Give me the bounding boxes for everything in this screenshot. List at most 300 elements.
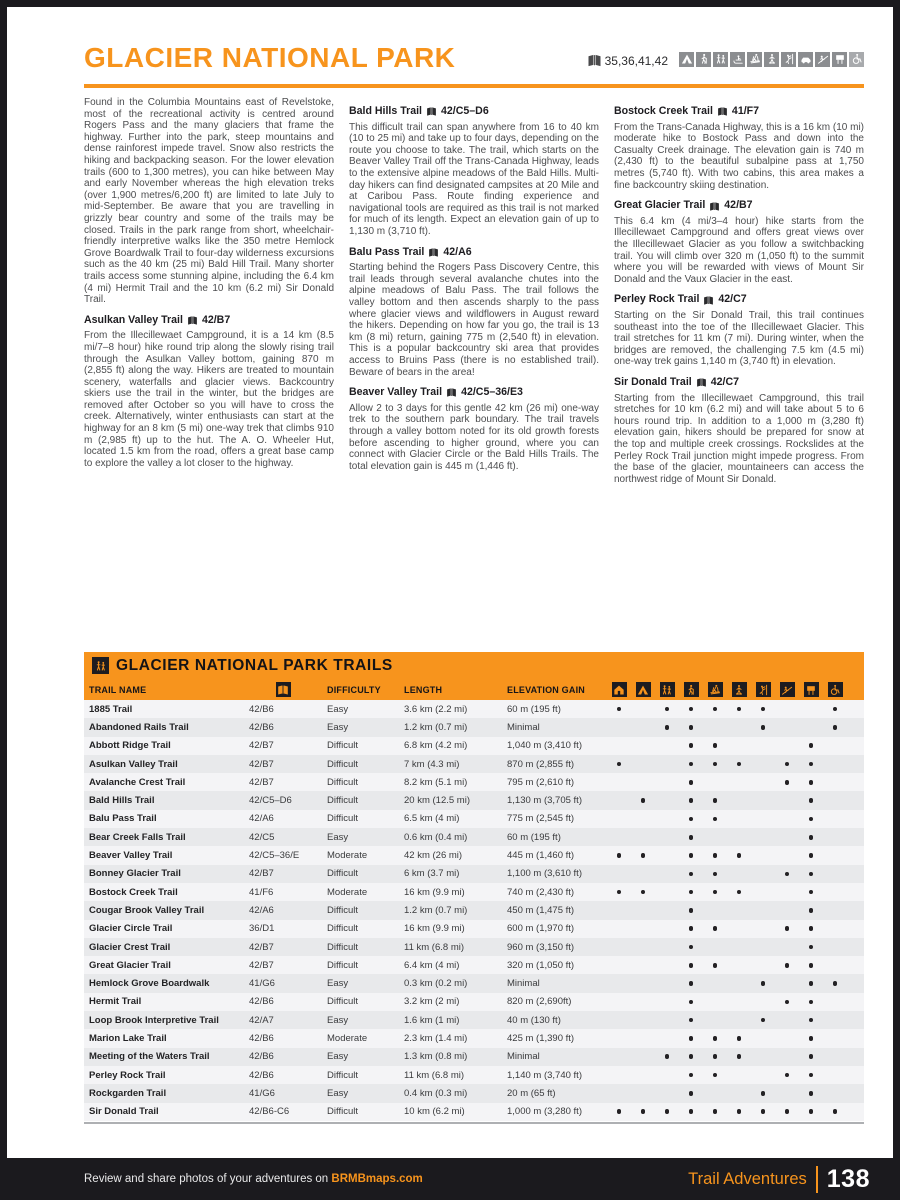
activity-dot — [713, 762, 718, 767]
map-ref-cell: 42/A7 — [244, 1011, 322, 1029]
activity-dot — [809, 981, 814, 986]
trail-description: This 6.4 km (4 mi/3–4 hour) hike starts from the Illecillewaet Campground and offers great views over the Illecillewaet Glacier as you follow a switchbacking trail. You will climb over 320 m (1,050 ft) to the summit where you will be rewarded with views of Mount Sir Donald and the Vaux Glacier in the east. — [614, 215, 864, 285]
activity-icons — [677, 52, 864, 71]
length-cell: 1.3 km (0.8 mi) — [399, 1048, 502, 1066]
trail-name-cell: Meeting of the Waters Trail — [84, 1048, 244, 1066]
filler-cell — [847, 883, 864, 901]
trail-name-cell: Marion Lake Trail — [84, 1029, 244, 1047]
activity-cell-wheelchair — [823, 773, 847, 791]
trail-description: From the Trans-Canada Highway, this is a 16 km (10 mi) moderate hike to Bostock Pass and down into the Casualty Creek drainage. The elevation gain is 740 m (2,430 ft) to the beautiful subalpine pass at 1,750 metres (5,740 ft). With two cabins, this area makes a fine backcountry skiing destination. — [614, 121, 864, 191]
activity-cell-signpost — [799, 883, 823, 901]
trail-heading-name: Great Glacier Trail — [614, 199, 706, 212]
activity-dot — [689, 945, 694, 950]
activity-cell-mountaineer — [775, 993, 799, 1011]
filler-cell — [847, 1011, 864, 1029]
activity-cell-snowshoer — [727, 920, 751, 938]
activity-cell-mountaineer — [775, 755, 799, 773]
activity-cell-mountaineer — [775, 828, 799, 846]
activity-dot — [809, 1073, 814, 1078]
activity-dot — [809, 1054, 814, 1059]
sled-icon — [730, 52, 745, 67]
activity-cell-climber — [751, 901, 775, 919]
activity-dot — [761, 1091, 766, 1096]
activity-cell-hiker — [679, 828, 703, 846]
difficulty-cell: Difficult — [322, 737, 399, 755]
filler-cell — [847, 791, 864, 809]
activity-cell-signpost — [799, 773, 823, 791]
activity-dot — [689, 743, 694, 748]
activity-cell-snowshoer — [727, 865, 751, 883]
activity-cell-tent — [631, 1029, 655, 1047]
activity-cell-wheelchair — [823, 974, 847, 992]
length-cell: 6.8 km (4.2 mi) — [399, 737, 502, 755]
activity-dot — [809, 1000, 814, 1005]
activity-cell-climber — [751, 974, 775, 992]
length-cell: 0.4 km (0.3 mi) — [399, 1084, 502, 1102]
difficulty-cell: Easy — [322, 828, 399, 846]
snowshoer-icon — [764, 52, 779, 67]
activity-cell-signpost — [799, 1084, 823, 1102]
length-cell: 10 km (6.2 mi) — [399, 1103, 502, 1121]
activity-cell-climber — [751, 865, 775, 883]
activity-cell-snowshoer — [727, 883, 751, 901]
activity-cell-mountaineer — [775, 920, 799, 938]
table-row — [84, 810, 864, 828]
activity-dot — [689, 762, 694, 767]
difficulty-cell: Easy — [322, 1084, 399, 1102]
activity-cell-hut — [607, 883, 631, 901]
col-header-activity — [703, 679, 727, 700]
map-icon — [276, 682, 291, 697]
activity-cell-signpost — [799, 791, 823, 809]
activity-cell-signpost — [799, 938, 823, 956]
activity-cell-skier — [703, 773, 727, 791]
length-cell: 11 km (6.8 mi) — [399, 1066, 502, 1084]
activity-cell-snowshoer — [727, 938, 751, 956]
map-ref-cell: 41/F6 — [244, 883, 322, 901]
filler-cell — [847, 938, 864, 956]
length-cell: 1.2 km (0.7 mi) — [399, 718, 502, 736]
trail-name-cell: Sir Donald Trail — [84, 1103, 244, 1121]
map-book-icon — [187, 315, 198, 326]
activity-cell-wheelchair — [823, 1103, 847, 1121]
activity-cell-tent — [631, 993, 655, 1011]
page-title: GLACIER NATIONAL PARK — [84, 42, 456, 73]
activity-dot — [713, 743, 718, 748]
activity-dot — [809, 743, 814, 748]
trail-heading-name: Balu Pass Trail — [349, 245, 425, 258]
activity-cell-hikers — [655, 901, 679, 919]
table-row — [84, 1066, 864, 1084]
activity-cell-hiker — [679, 920, 703, 938]
climber-icon — [781, 52, 796, 67]
activity-cell-tent — [631, 974, 655, 992]
map-book-icon — [428, 247, 439, 258]
col-header-activity — [655, 679, 679, 700]
difficulty-cell: Difficult — [322, 1066, 399, 1084]
activity-cell-hiker — [679, 773, 703, 791]
elevation-cell: Minimal — [502, 718, 607, 736]
footer-divider — [816, 1166, 818, 1193]
activity-cell-climber — [751, 956, 775, 974]
activity-cell-signpost — [799, 737, 823, 755]
length-cell: 20 km (12.5 mi) — [399, 791, 502, 809]
activity-dot — [689, 853, 694, 858]
activity-cell-wheelchair — [823, 755, 847, 773]
activity-cell-signpost — [799, 901, 823, 919]
activity-dot — [809, 1091, 814, 1096]
signpost-icon — [832, 52, 847, 67]
activity-cell-tent — [631, 956, 655, 974]
activity-cell-climber — [751, 920, 775, 938]
activity-cell-tent — [631, 883, 655, 901]
length-cell: 0.6 km (0.4 mi) — [399, 828, 502, 846]
activity-cell-hikers — [655, 974, 679, 992]
filler-cell — [847, 865, 864, 883]
trail-name-cell: Asulkan Valley Trail — [84, 755, 244, 773]
activity-cell-wheelchair — [823, 1029, 847, 1047]
col-header-activity — [607, 679, 631, 700]
table-bottom-rule — [84, 1122, 864, 1124]
filler-cell — [847, 737, 864, 755]
activity-dot — [809, 835, 814, 840]
activity-cell-mountaineer — [775, 810, 799, 828]
table-row — [84, 1029, 864, 1047]
activity-dot — [665, 725, 670, 730]
activity-dot — [833, 707, 838, 712]
activity-dot — [809, 762, 814, 767]
difficulty-cell: Difficult — [322, 791, 399, 809]
map-ref-cell: 42/C5 — [244, 828, 322, 846]
activity-cell-hut — [607, 810, 631, 828]
activity-dot — [665, 707, 670, 712]
hikers-icon — [713, 52, 728, 67]
map-ref-cell: 41/G6 — [244, 1084, 322, 1102]
difficulty-cell: Difficult — [322, 993, 399, 1011]
activity-cell-climber — [751, 846, 775, 864]
activity-dot — [689, 707, 694, 712]
elevation-cell: 60 m (195 ft) — [502, 700, 607, 718]
col-header-activity — [823, 679, 847, 700]
activity-cell-signpost — [799, 1029, 823, 1047]
mountaineer-icon — [780, 682, 795, 697]
map-ref-cell: 41/G6 — [244, 974, 322, 992]
activity-cell-mountaineer — [775, 1066, 799, 1084]
activity-cell-snowshoer — [727, 993, 751, 1011]
article-column-2 — [349, 97, 599, 645]
activity-dot — [713, 926, 718, 931]
table-row — [84, 828, 864, 846]
activity-cell-snowshoer — [727, 1084, 751, 1102]
trail-name-cell: Rockgarden Trail — [84, 1084, 244, 1102]
elevation-cell: Minimal — [502, 1048, 607, 1066]
trail-description: Starting from the Illecillewaet Campground, this trail stretches for 10 km (6.2 mi) and will take about 5 to 6 hours round trip. In addition to a 1,000 m (3,280 ft) elevation gain, hikers should be prepared for snow at the top and multiple creek crossings. Rockslides at the Perley Rock Trail junction might impede progress. From the base of the glacier, mountaineers can access the northwest ridge of Mount Sir Donald. — [614, 392, 864, 485]
difficulty-cell: Difficult — [322, 773, 399, 791]
activity-cell-signpost — [799, 920, 823, 938]
footer-website: BRMBmaps.com — [331, 1173, 423, 1185]
activity-cell-tent — [631, 791, 655, 809]
trail-name-cell: Bald Hills Trail — [84, 791, 244, 809]
activity-cell-hiker — [679, 846, 703, 864]
activity-dot — [617, 853, 622, 858]
trail-map-ref: 42/C7 — [718, 293, 747, 306]
activity-dot — [737, 853, 742, 858]
difficulty-cell: Moderate — [322, 883, 399, 901]
activity-dot — [641, 890, 646, 895]
mountaineer-icon — [815, 52, 830, 67]
activity-cell-skier — [703, 974, 727, 992]
activity-cell-tent — [631, 901, 655, 919]
trail-name-cell: Loop Brook Interpretive Trail — [84, 1011, 244, 1029]
activity-cell-mountaineer — [775, 1029, 799, 1047]
filler-cell — [847, 1066, 864, 1084]
wheelchair-icon — [828, 682, 843, 697]
activity-cell-tent — [631, 1103, 655, 1121]
activity-cell-hut — [607, 920, 631, 938]
table-title-bar — [84, 652, 864, 679]
activity-cell-wheelchair — [823, 865, 847, 883]
trail-description: Starting on the Sir Donald Trail, this trail continues southeast into the toe of the Illecillewaet Glacier. This trail stretches for 11 km (7 mi). During winter, when the bridges are removed, the challenging 7.5 km (4.5 mi) one-way trek gains 1,140 m (3,740 ft) in elevation. — [614, 310, 864, 368]
map-ref-cell: 42/A6 — [244, 810, 322, 828]
difficulty-cell: Moderate — [322, 1029, 399, 1047]
activity-cell-hut — [607, 993, 631, 1011]
activity-dot — [737, 762, 742, 767]
map-ref-cell: 42/B7 — [244, 737, 322, 755]
trail-heading — [84, 315, 334, 327]
activity-cell-tent — [631, 1084, 655, 1102]
activity-cell-skier — [703, 993, 727, 1011]
activity-cell-climber — [751, 718, 775, 736]
activity-cell-hikers — [655, 865, 679, 883]
activity-dot — [689, 817, 694, 822]
activity-cell-hiker — [679, 883, 703, 901]
activity-dot — [809, 908, 814, 913]
activity-cell-tent — [631, 718, 655, 736]
trail-heading — [614, 294, 864, 306]
activity-dot — [689, 963, 694, 968]
activity-cell-skier — [703, 865, 727, 883]
activity-cell-mountaineer — [775, 700, 799, 718]
skier-icon — [708, 682, 723, 697]
activity-dot — [713, 963, 718, 968]
snowshoer-icon — [732, 682, 747, 697]
hikers-icon — [660, 682, 675, 697]
elevation-cell: 870 m (2,855 ft) — [502, 755, 607, 773]
table-row — [84, 901, 864, 919]
activity-cell-tent — [631, 828, 655, 846]
activity-cell-tent — [631, 1048, 655, 1066]
col-header-activity — [775, 679, 799, 700]
activity-cell-mountaineer — [775, 901, 799, 919]
activity-cell-hut — [607, 773, 631, 791]
activity-cell-skier — [703, 737, 727, 755]
tent-icon — [679, 52, 694, 67]
activity-dot — [809, 780, 814, 785]
activity-cell-mountaineer — [775, 718, 799, 736]
activity-dot — [713, 1109, 718, 1114]
activity-dot — [641, 853, 646, 858]
activity-cell-snowshoer — [727, 974, 751, 992]
activity-dot — [689, 1073, 694, 1078]
difficulty-cell: Difficult — [322, 755, 399, 773]
filler-cell — [847, 920, 864, 938]
activity-cell-hut — [607, 737, 631, 755]
length-cell: 42 km (26 mi) — [399, 846, 502, 864]
activity-cell-skier — [703, 828, 727, 846]
activity-cell-wheelchair — [823, 1084, 847, 1102]
article-columns — [84, 97, 864, 645]
difficulty-cell: Difficult — [322, 810, 399, 828]
activity-cell-hikers — [655, 1103, 679, 1121]
activity-cell-climber — [751, 1066, 775, 1084]
table-row — [84, 920, 864, 938]
trail-map-ref: 42/C7 — [710, 376, 739, 389]
length-cell: 3.2 km (2 mi) — [399, 993, 502, 1011]
activity-dot — [641, 798, 646, 803]
page-number: 138 — [826, 1164, 870, 1193]
activity-cell-hiker — [679, 700, 703, 718]
difficulty-cell: Difficult — [322, 956, 399, 974]
trail-name-cell: Abbott Ridge Trail — [84, 737, 244, 755]
trail-name-cell: Cougar Brook Valley Trail — [84, 901, 244, 919]
activity-dot — [689, 1109, 694, 1114]
activity-dot — [689, 1091, 694, 1096]
activity-dot — [761, 725, 766, 730]
length-cell: 8.2 km (5.1 mi) — [399, 773, 502, 791]
col-header-activity — [727, 679, 751, 700]
map-book-icon — [703, 295, 714, 306]
activity-dot — [713, 872, 718, 877]
length-cell: 1.6 km (1 mi) — [399, 1011, 502, 1029]
difficulty-cell: Moderate — [322, 846, 399, 864]
trail-heading — [614, 200, 864, 212]
activity-cell-snowshoer — [727, 846, 751, 864]
activity-cell-signpost — [799, 993, 823, 1011]
activity-cell-wheelchair — [823, 718, 847, 736]
activity-cell-climber — [751, 1048, 775, 1066]
activity-cell-mountaineer — [775, 1011, 799, 1029]
map-book-icon — [709, 201, 720, 212]
activity-cell-signpost — [799, 1048, 823, 1066]
activity-cell-hikers — [655, 1084, 679, 1102]
activity-cell-wheelchair — [823, 938, 847, 956]
activity-cell-hiker — [679, 1029, 703, 1047]
activity-cell-hut — [607, 1011, 631, 1029]
activity-dot — [641, 1109, 646, 1114]
col-header-trail-name: TRAIL NAME — [84, 679, 244, 700]
difficulty-cell: Easy — [322, 1048, 399, 1066]
activity-cell-tent — [631, 700, 655, 718]
activity-cell-hikers — [655, 1011, 679, 1029]
table-row — [84, 883, 864, 901]
length-cell: 7 km (4.3 mi) — [399, 755, 502, 773]
elevation-cell: 425 m (1,390 ft) — [502, 1029, 607, 1047]
length-cell: 6.5 km (4 mi) — [399, 810, 502, 828]
activity-cell-climber — [751, 1103, 775, 1121]
activity-cell-hut — [607, 901, 631, 919]
activity-cell-skier — [703, 755, 727, 773]
activity-dot — [809, 963, 814, 968]
filler-cell — [847, 828, 864, 846]
activity-cell-signpost — [799, 700, 823, 718]
filler-cell — [847, 700, 864, 718]
activity-cell-tent — [631, 773, 655, 791]
difficulty-cell: Difficult — [322, 1103, 399, 1121]
activity-dot — [689, 926, 694, 931]
skier-icon — [747, 52, 762, 67]
activity-cell-snowshoer — [727, 718, 751, 736]
activity-dot — [713, 1073, 718, 1078]
activity-dot — [737, 1036, 742, 1041]
activity-dot — [617, 890, 622, 895]
activity-cell-skier — [703, 1011, 727, 1029]
map-ref-cell: 42/B7 — [244, 773, 322, 791]
filler-cell — [847, 974, 864, 992]
activity-cell-hikers — [655, 1048, 679, 1066]
activity-cell-skier — [703, 718, 727, 736]
activity-cell-snowshoer — [727, 737, 751, 755]
activity-cell-hut — [607, 1048, 631, 1066]
activity-cell-hiker — [679, 755, 703, 773]
activity-cell-skier — [703, 956, 727, 974]
activity-cell-skier — [703, 1084, 727, 1102]
activity-cell-snowshoer — [727, 810, 751, 828]
activity-dot — [713, 1036, 718, 1041]
activity-dot — [713, 890, 718, 895]
trail-name-cell: Perley Rock Trail — [84, 1066, 244, 1084]
activity-dot — [785, 963, 790, 968]
activity-cell-hut — [607, 938, 631, 956]
activity-dot — [617, 762, 622, 767]
activity-cell-skier — [703, 1029, 727, 1047]
trail-description: Starting behind the Rogers Pass Discovery Centre, this trail leads through several avalanche chutes into the alpine meadows of Balu Pass. The trail follows the valley bottom and then ascends sharply to the pass where glacier views and wildflowers in August reward the hikers. Depending on how far you go, the trail is 13 km (8 mi) return, gaining 775 m (2,540 ft) in elevation. This is a popular backcountry ski area that provides access to Bruins Pass (there is no established trail). Beware of bears in the area! — [349, 262, 599, 378]
map-ref-cell: 42/B7 — [244, 865, 322, 883]
difficulty-cell: Easy — [322, 700, 399, 718]
activity-dot — [737, 1109, 742, 1114]
elevation-cell: Minimal — [502, 974, 607, 992]
length-cell: 2.3 km (1.4 mi) — [399, 1029, 502, 1047]
activity-cell-mountaineer — [775, 773, 799, 791]
trail-heading — [614, 377, 864, 389]
trail-map-ref: 42/C5–36/E3 — [461, 386, 523, 399]
footer-note-text: Review and share photos of your adventures on — [84, 1173, 332, 1185]
activity-dot — [809, 1109, 814, 1114]
activity-cell-mountaineer — [775, 791, 799, 809]
activity-dot — [737, 890, 742, 895]
table-row — [84, 1084, 864, 1102]
activity-cell-skier — [703, 1103, 727, 1121]
trail-name-cell: Hemlock Grove Boardwalk — [84, 974, 244, 992]
activity-cell-wheelchair — [823, 883, 847, 901]
hiker-icon — [684, 682, 699, 697]
trail-map-ref: 42/C5–D6 — [441, 105, 489, 117]
trail-heading-name: Asulkan Valley Trail — [84, 313, 183, 326]
activity-cell-skier — [703, 938, 727, 956]
trail-name-cell: Abandoned Rails Trail — [84, 718, 244, 736]
trail-heading — [349, 106, 599, 118]
filler-cell — [847, 755, 864, 773]
activity-cell-wheelchair — [823, 1011, 847, 1029]
trail-description: From the Illecillewaet Campground, it is a 14 km (8.5 mi/7–8 hour) hike round trip along the slowly rising trail through the Asulkan Valley bottom, gaining 870 m (2,855 ft) along the way. Hikers are treated to mountain scenery, waterfalls and glacier views. Backcountry skiers use the trail in the winter, but the bridges are removed after October so you will have to cross the creek. Alternatively, winter enthusiasts can start at the highway for an 8 km (5 mi) one-way trek that climbs 910 m (2,985 ft) up to the hut. The A. O. Wheeler Hut, located 1.5 km from the road, offers a great base camp to explore the valley a lot closer to the highway. — [84, 330, 334, 469]
activity-dot — [785, 1073, 790, 1078]
trail-description: This difficult trail can span anywhere from 16 to 40 km (10 to 25 mi) and take up to four days, depending on the route you choose to take. The trail, which starts on the Beaver Valley Trail off the Trans-Canada Highway, leads to the extensive alpine meadows of the Bald Hills. Multi-day hikers can find designated campsites at 20 Mile and at Caribou Pass. Route finding experience and navigational tools are required as this trail is not marked for much of its length. Expect an elevation gain of up to 1,130 m (3,710 ft). — [349, 121, 599, 237]
activity-cell-hut — [607, 865, 631, 883]
activity-dot — [785, 1109, 790, 1114]
activity-cell-hikers — [655, 700, 679, 718]
table-row — [84, 755, 864, 773]
activity-cell-skier — [703, 791, 727, 809]
map-ref-cell: 42/B7 — [244, 938, 322, 956]
